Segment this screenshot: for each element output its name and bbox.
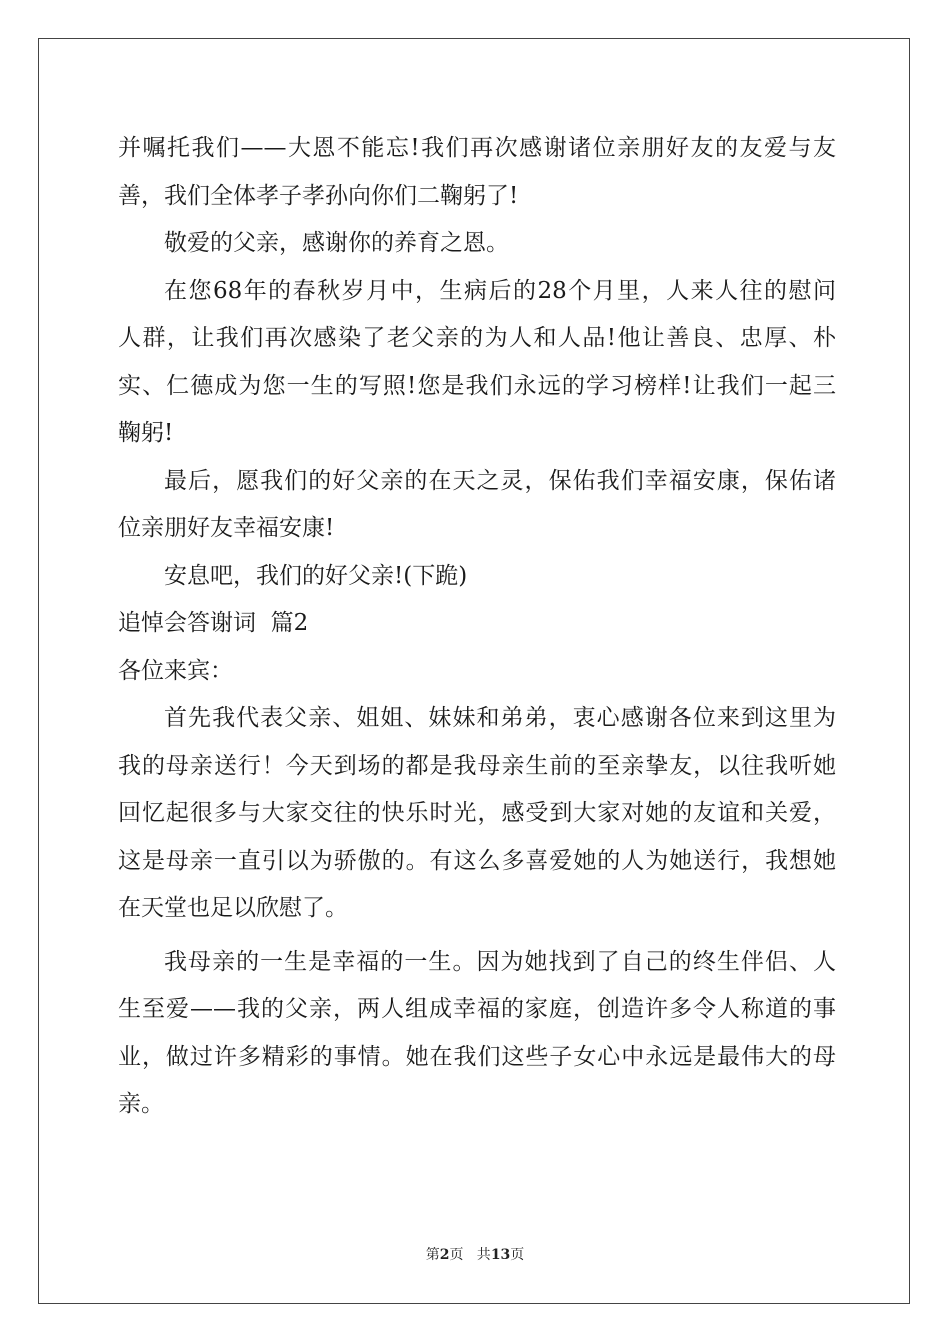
- paragraph-line: 鞠躬!: [118, 420, 174, 446]
- paragraph-line: 首先我代表父亲、姐姐、妹妹和弟弟，衷心感谢各位来到这里为: [164, 705, 836, 731]
- total-pages-number: 13: [490, 1247, 511, 1263]
- paragraph-line: 业，做过许多精彩的事情。她在我们这些子女心中永远是最伟大的母: [118, 1043, 836, 1070]
- paragraph-line: 善，我们全体孝子孝孙向你们二鞠躬了!: [118, 182, 519, 209]
- paragraph-line: 生至爱——我的父亲，两人组成幸福的家庭，创造许多令人称道的事: [118, 996, 836, 1022]
- paragraph-line: 在天堂也足以欣慰了。: [118, 895, 348, 921]
- footer-mid: 页 共: [449, 1247, 491, 1263]
- paragraph-line: 并嘱托我们——大恩不能忘!我们再次感谢诸位亲朋好友的友爱与友: [118, 135, 836, 161]
- paragraph-line: 敬爱的父亲，感谢你的养育之恩。: [164, 230, 509, 256]
- current-page-number: 2: [439, 1247, 450, 1263]
- paragraph-line: 亲。: [118, 1091, 164, 1117]
- paragraph-line: 人群，让我们再次感染了老父亲的为人和人品!他让善良、忠厚、朴: [118, 325, 836, 351]
- footer-prefix: 第: [425, 1247, 440, 1263]
- paragraph-line: 安息吧，我们的好父亲!(下跪): [164, 562, 468, 589]
- paragraph-line: 回忆起很多与大家交往的快乐时光，感受到大家对她的友谊和关爱，: [118, 800, 836, 826]
- footer-suffix: 页: [510, 1247, 525, 1263]
- salutation: 各位来宾：: [118, 657, 233, 684]
- paragraph-line: 实、仁德成为您一生的写照!您是我们永远的学习榜样!让我们一起三: [118, 372, 836, 399]
- paragraph-line: 在您68年的春秋岁月中，生病后的28个月里，人来人往的慰问: [164, 277, 836, 304]
- page-footer: [0, 1244, 950, 1264]
- paragraph-line: 我母亲的一生是幸福的一生。因为她找到了自己的终生伴侣、人: [164, 948, 836, 975]
- paragraph-line: 我的母亲送行！今天到场的都是我母亲生前的至亲挚友，以往我听她: [118, 752, 836, 779]
- document-body: [118, 125, 836, 1129]
- paragraph-line: 位亲朋好友幸福安康!: [118, 515, 335, 541]
- section-heading: 追悼会答谢词 篇2: [118, 610, 309, 636]
- paragraph-line: 这是母亲一直引以为骄傲的。有这么多喜爱她的人为她送行，我想她: [118, 847, 836, 874]
- paragraph-line: 最后，愿我们的好父亲的在天之灵，保佑我们幸福安康，保佑诸: [164, 467, 836, 494]
